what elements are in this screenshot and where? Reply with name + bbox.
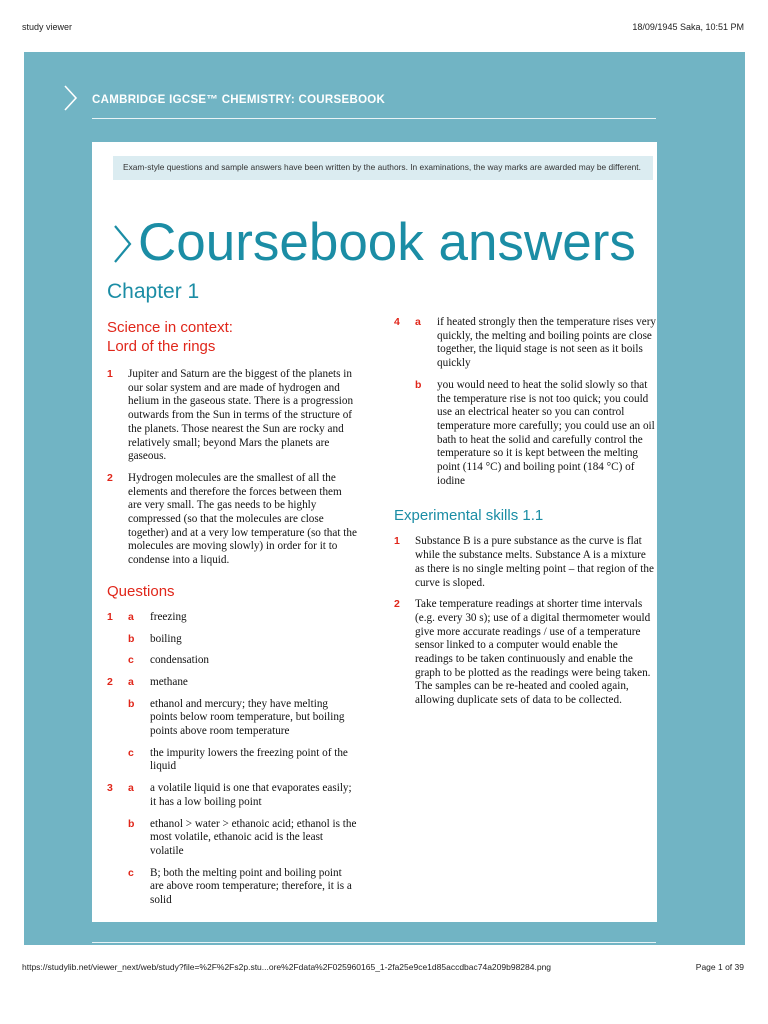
page-url[interactable]: https://studylib.net/viewer_next/web/study?file=%2F%2Fs2p.stu...ore%2Fdata%2F025960165_1-2fa25e9ce1d85accdbac74a209b98284.png <box>22 962 552 972</box>
item-text: a volatile liquid is one that evaporates easily; it has a low boiling point <box>150 782 352 808</box>
chevron-right-icon <box>112 222 134 266</box>
science-in-context-heading <box>107 318 357 356</box>
book-header-text: CAMBRIDGE IGCSE™ CHEMISTRY: COURSEBOOK <box>92 94 386 106</box>
item-text: ethanol > water > ethanoic acid; ethanol is the most volatile, ethanoic acid is the least volatile <box>150 817 357 857</box>
item-number: 1 <box>394 535 400 548</box>
browser-datetime: 18/09/1945 Saka, 10:51 PM <box>632 22 744 32</box>
science-heading-line-2: Lord of the rings <box>107 338 216 355</box>
item-text: B; both the melting point and boiling point are above room temperature; therefore, it is a solid <box>150 866 352 907</box>
item-letter: b <box>415 378 422 391</box>
item-letter: a <box>128 610 134 623</box>
exam-notice: Exam-style questions and sample answers have been written by the authors. In examinations, the way marks are awarded may be different. <box>113 156 653 180</box>
item-text: you would need to heat the solid slowly so that the temperature rise is not too quick; you could use an electrical heater so you can control temperature more carefully; you could use an oil bath to heat the solid and carefully control the temperature so it is kept between the melting point (114 °C) and boiling point (184 °C) of iodine <box>437 378 655 487</box>
answer-item <box>394 316 657 371</box>
item-letter: a <box>128 675 134 688</box>
browser-title: study viewer <box>22 22 73 32</box>
item-text: Jupiter and Saturn are the biggest of the planets in our solar system and are made of hydrogen and helium in the gaseous state. There is a progression outwards from the Sun in terms of the structure of the planets. Those nearest the Sun are rocky and relatively small; beyond Mars the planets are gaseous. <box>128 368 354 463</box>
answer-item <box>394 598 657 708</box>
experimental-skills-heading: Experimental skills 1.1 <box>394 507 544 525</box>
item-text: the impurity lowers the freezing point of the liquid <box>150 746 348 773</box>
answer-item <box>107 633 357 647</box>
item-number: 3 <box>107 782 113 795</box>
item-text: Substance B is a pure substance as the curve is flat while the substance melts. Substance A is a mixture as there is no single melting point – that region of the curve is sloped. <box>415 535 654 589</box>
item-letter: b <box>128 632 135 645</box>
answer-item <box>107 818 357 859</box>
answer-item <box>394 379 657 489</box>
item-letter: c <box>128 746 134 759</box>
answer-item <box>107 782 357 809</box>
item-letter: a <box>415 316 421 328</box>
answer-item <box>394 535 657 590</box>
answer-item <box>107 368 357 464</box>
page-indicator: Page 1 of 39 <box>695 962 744 972</box>
item-text: condensation <box>150 654 210 667</box>
right-column <box>394 316 657 716</box>
item-letter: a <box>128 782 134 795</box>
science-heading-line-1: Science in context: <box>107 319 233 336</box>
item-number: 2 <box>107 471 113 484</box>
item-text: boiling <box>150 632 182 645</box>
item-text: freezing <box>150 610 187 623</box>
item-number: 2 <box>107 675 113 688</box>
book-header <box>92 94 385 106</box>
item-letter: b <box>128 697 135 710</box>
questions-heading: Questions <box>107 582 175 600</box>
item-text: ethanol and mercury; they have melting points below room temperature, but boiling points above room temperature <box>150 697 345 738</box>
item-number: 1 <box>107 368 113 380</box>
item-number: 2 <box>394 598 400 611</box>
answer-item <box>107 747 357 774</box>
item-text: methane <box>150 675 188 688</box>
item-letter: c <box>128 654 134 667</box>
item-text: if heated strongly then the temperature rises very quickly, the melting and boiling points are close together, the liquid stage is not seen as it boils quickly <box>437 316 657 370</box>
page-title-text: Coursebook answers <box>138 213 636 272</box>
answer-item <box>107 867 357 908</box>
document-frame <box>24 52 745 945</box>
footer-divider <box>92 942 656 943</box>
chevron-right-icon <box>62 84 80 112</box>
page-content <box>92 142 657 922</box>
browser-top-bar <box>0 0 768 32</box>
left-column <box>107 318 357 916</box>
answer-item <box>107 654 357 668</box>
chapter-heading: Chapter 1 <box>107 280 200 303</box>
item-text: Take temperature readings at shorter time intervals (e.g. every 30 s); use of a digital thermometer would give more accurate readings / use of a temperature sensor linked to a computer would enable the readings to be taken continuously and enable the graph to be plotted as the readings were being taken. The samples can be re-heated and cooled again, allowing duplicate sets of data to be collected. <box>415 598 651 707</box>
item-number: 1 <box>107 610 113 623</box>
item-number: 4 <box>394 316 400 328</box>
answer-item <box>107 472 357 568</box>
answer-item <box>107 611 357 625</box>
header-divider <box>92 118 656 119</box>
item-text: Hydrogen molecules are the smallest of all the elements and therefore the forces between them are very small. The gas needs to be highly compressed (so that the molecules are close together) and at a very low temperature (so that the molecules are moving slowly) in order for it to condense into a liquid. <box>128 471 357 567</box>
page-title <box>112 212 636 273</box>
answer-item <box>107 698 357 739</box>
answer-item <box>107 676 357 690</box>
item-letter: c <box>128 866 134 879</box>
item-letter: b <box>128 817 135 830</box>
